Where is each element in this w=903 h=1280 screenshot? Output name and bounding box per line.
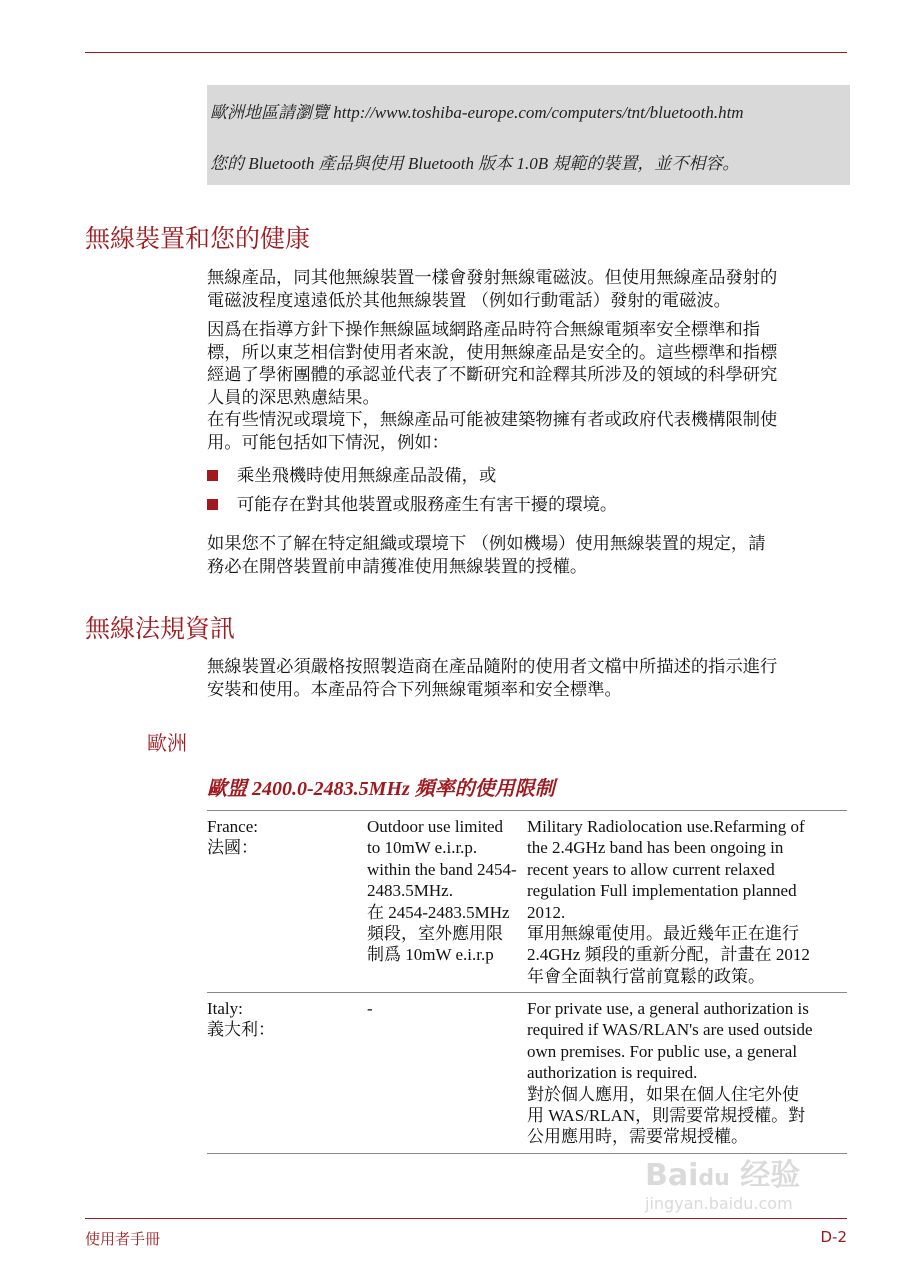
country-cell: France: 法國：: [207, 817, 258, 858]
reason-cell: Military Radiolocation use.Refarming of the 2.4GHz band has been ongoing in recent years to allow current relaxed regulation Full implementation planned 2012. 軍用無線電使用。最近幾年正在進行 2.4GHz 頻段的重新分配，計畫在 2012 年會全面執行當前寬鬆的政策。: [527, 817, 810, 986]
watermark-logo: Baidu 经验 jingyan.baidu.com: [645, 1158, 801, 1213]
paragraph: 在有些情況或環境下，無線產品可能被建築物擁有者或政府代表機構限制使 用。可能包括如下情況，例如：: [207, 410, 778, 453]
section-title-health: 無線裝置和您的健康: [85, 224, 311, 253]
note-line-2: 您的 Bluetooth 產品與使用 Bluetooth 版本 1.0B 規範的裝置，並不相容。: [210, 154, 740, 173]
paragraph: 無線產品，同其他無線裝置一樣會發射無線電磁波。但使用無線產品發射的 電磁波程度遠遠低於其他無線裝置 （例如行動電話）發射的電磁波。: [207, 268, 778, 311]
footer-rule: [85, 1218, 847, 1219]
paragraph: 如果您不了解在特定組織或環境下 （例如機場）使用無線裝置的規定，請 務必在開啓裝置前申請獲准使用無線裝置的授權。: [207, 534, 766, 577]
bullet-square-icon: [207, 499, 218, 510]
header-rule: [85, 52, 847, 53]
footer-manual-title: 使用者手冊: [85, 1230, 161, 1248]
bullet-item: 乘坐飛機時使用無線產品設備，或: [207, 461, 496, 486]
paragraph: 因爲在指導方針下操作無線區域網路產品時符合無線電頻率安全標準和指 標，所以東芝相信對使用者來說，使用無線產品是安全的。這些標準和指標 經過了學術團體的承認並代表了不斷研究和詮釋其所涉及的領域的科學研究 人員的深思熟慮結果。: [207, 320, 778, 408]
restriction-cell: -: [367, 999, 373, 1018]
bullet-square-icon: [207, 470, 218, 481]
bullet-item: 可能存在對其他裝置或服務產生有害干擾的環境。: [207, 490, 617, 515]
section-title-regulatory: 無線法規資訊: [85, 614, 236, 643]
note-line-1: 歐洲地區請瀏覽 http://www.toshiba-europe.com/computers/tnt/bluetooth.htm: [210, 103, 744, 122]
reason-cell: For private use, a general authorization is required if WAS/RLAN's are used outside own premises. For public use, a general authorization is required. 對於個人應用，如果在個人住宅外使 用 WAS/RLAN，則需要常規授權。對 公用應用時，需要常規授權。: [527, 999, 813, 1147]
table-rule: [207, 992, 847, 993]
paragraph: 無線裝置必須嚴格按照製造商在產品隨附的使用者文檔中所描述的指示進行 安裝和使用。本產品符合下列無線電頻率和安全標準。: [207, 657, 778, 700]
restriction-cell: Outdoor use limited to 10mW e.i.r.p. within the band 2454- 2483.5MHz. 在 2454-2483.5MHz 頻段，室外應用限 制爲 10mW e.i.r.p: [367, 817, 517, 965]
page-number: D-2: [820, 1228, 847, 1246]
note-box: [207, 85, 850, 185]
region-heading: 歐洲: [147, 731, 187, 755]
table-title: 歐盟 2400.0-2483.5MHz 頻率的使用限制: [207, 778, 555, 800]
country-cell: Italy: 義大利：: [207, 999, 275, 1040]
table-rule: [207, 810, 847, 811]
